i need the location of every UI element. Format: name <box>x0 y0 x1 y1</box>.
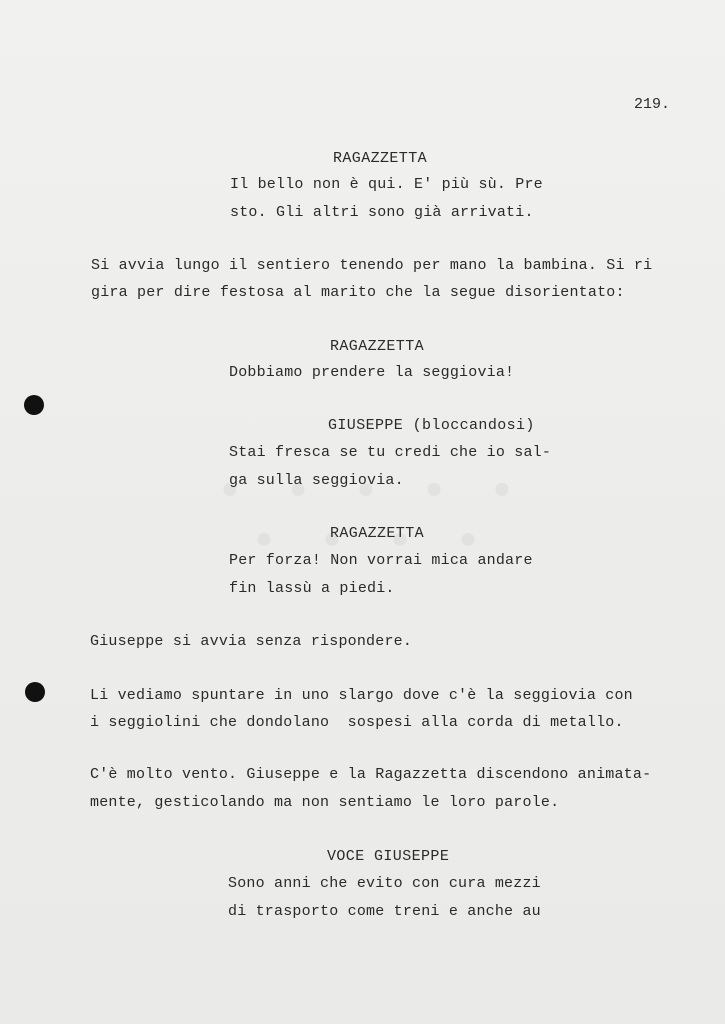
dialogue-line: Il bello non è qui. E' più sù. Pre <box>230 176 543 193</box>
speaker-name: RAGAZZETTA <box>330 525 425 542</box>
stage-direction-line: Li vediamo spuntare in uno slargo dove c'è la seggiovia con <box>90 687 633 704</box>
punch-hole <box>25 682 45 702</box>
stage-direction-line: Si avvia lungo il sentiero tenendo per mano la bambina. Si ri <box>91 257 653 274</box>
dialogue-line: ga sulla seggiovia. <box>229 472 404 489</box>
stage-direction-line: gira per dire festosa al marito che la segue disorientato: <box>91 284 625 301</box>
speaker-name: VOCE GIUSEPPE <box>327 848 450 865</box>
speaker-name: GIUSEPPE (bloccandosi) <box>328 417 535 434</box>
stage-direction-line: mente, gesticolando ma non sentiamo le loro parole. <box>90 794 560 811</box>
punch-hole <box>24 395 44 415</box>
speaker-name: RAGAZZETTA <box>333 150 428 167</box>
dialogue-line: Stai fresca se tu credi che io sal- <box>229 444 552 461</box>
page-number: 219. <box>634 96 671 113</box>
stage-direction-line: i seggiolini che dondolano sospesi alla corda di metallo. <box>90 714 624 731</box>
dialogue-line: Dobbiamo prendere la seggiovia! <box>229 364 515 381</box>
dialogue-line: fin lassù a piedi. <box>229 580 395 597</box>
dialogue-line: Per forza! Non vorrai mica andare <box>229 552 533 569</box>
stage-direction-line: Giuseppe si avvia senza rispondere. <box>90 633 413 650</box>
dialogue-line: Sono anni che evito con cura mezzi <box>228 875 541 892</box>
speaker-name: RAGAZZETTA <box>330 338 425 355</box>
dialogue-line: sto. Gli altri sono già arrivati. <box>230 204 534 221</box>
stage-direction-line: C'è molto vento. Giuseppe e la Ragazzetta discendono animata- <box>90 766 652 783</box>
dialogue-line: di trasporto come treni e anche au <box>228 903 541 920</box>
